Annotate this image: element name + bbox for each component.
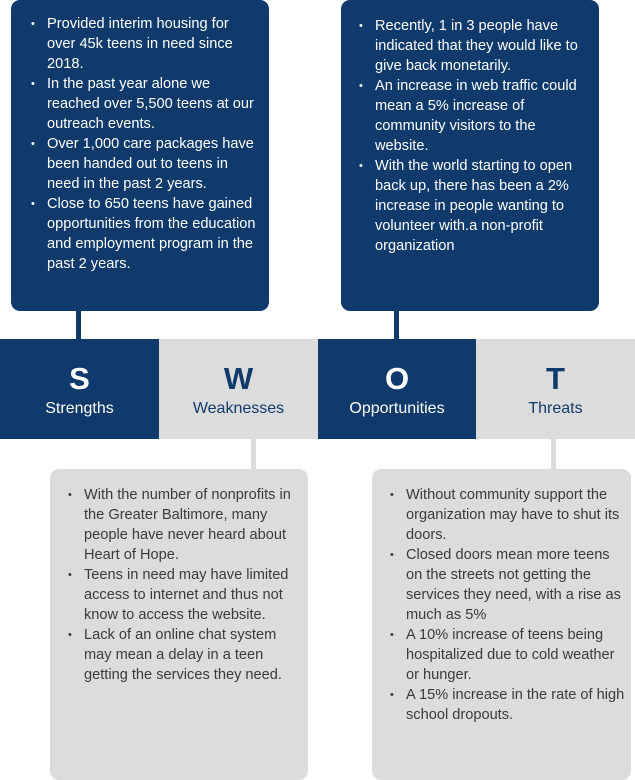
opportunities-label: Opportunities — [349, 400, 445, 417]
opportunities-connector — [394, 310, 399, 340]
weaknesses-tile — [159, 339, 318, 439]
weaknesses-connector — [251, 438, 256, 470]
weaknesses-bullet: • With the number of nonprofits in the Greater Baltimore, many people have never heard about Heart of Hope. — [64, 485, 300, 565]
strengths-bullet: • Over 1,000 care packages have been handed out to teens in need in the past 2 years. — [27, 134, 261, 194]
strengths-label: Strengths — [45, 400, 114, 417]
weaknesses-list — [64, 485, 300, 685]
threats-bullet: • Without community support the organization may have to shut its doors. — [386, 485, 625, 545]
threats-letter: T — [546, 361, 565, 396]
opportunities-letter: O — [384, 361, 410, 396]
strengths-list — [27, 14, 261, 274]
weaknesses-bullet: • Lack of an online chat system may mean a delay in a teen getting the services they need. — [64, 625, 300, 685]
threats-connector — [551, 438, 556, 470]
strengths-connector — [76, 310, 81, 340]
opportunities-bullet: • An increase in web traffic could mean a 5% increase of community visitors to the website. — [355, 76, 591, 156]
weaknesses-bullet: • Teens in need may have limited access to internet and thus not know to access the website. — [64, 565, 300, 625]
opportunities-bullet: • With the world starting to open back up, there has been a 2% increase in people wanting to volunteer with.a non-profit organization — [355, 156, 591, 256]
strengths-tile — [0, 339, 159, 439]
strengths-bullet: • Provided interim housing for over 45k teens in need since 2018. — [27, 14, 261, 74]
weaknesses-box — [50, 469, 308, 780]
strengths-letter: S — [69, 361, 90, 396]
threats-bullet: • A 10% increase of teens being hospitalized due to cold weather or hunger. — [386, 625, 625, 685]
weaknesses-label: Weaknesses — [192, 400, 285, 417]
threats-tile — [476, 339, 635, 439]
opportunities-tile — [318, 339, 476, 439]
strengths-bullet: • Close to 650 teens have gained opportunities from the education and employment program in the past 2 years. — [27, 194, 261, 274]
weaknesses-letter: W — [223, 361, 254, 396]
threats-bullet: • Closed doors mean more teens on the streets not getting the services they need, with a rise as much as 5% — [386, 545, 625, 625]
strengths-box — [11, 0, 269, 311]
opportunities-box — [341, 0, 599, 311]
opportunities-list — [355, 16, 591, 256]
threats-label: Threats — [528, 400, 583, 417]
threats-box — [372, 469, 631, 780]
opportunities-bullet: • Recently, 1 in 3 people have indicated that they would like to give back monetarily. — [355, 16, 591, 76]
strengths-bullet: • In the past year alone we reached over 5,500 teens at our outreach events. — [27, 74, 261, 134]
threats-bullet: • A 15% increase in the rate of high school dropouts. — [386, 685, 625, 725]
threats-list — [386, 485, 625, 725]
